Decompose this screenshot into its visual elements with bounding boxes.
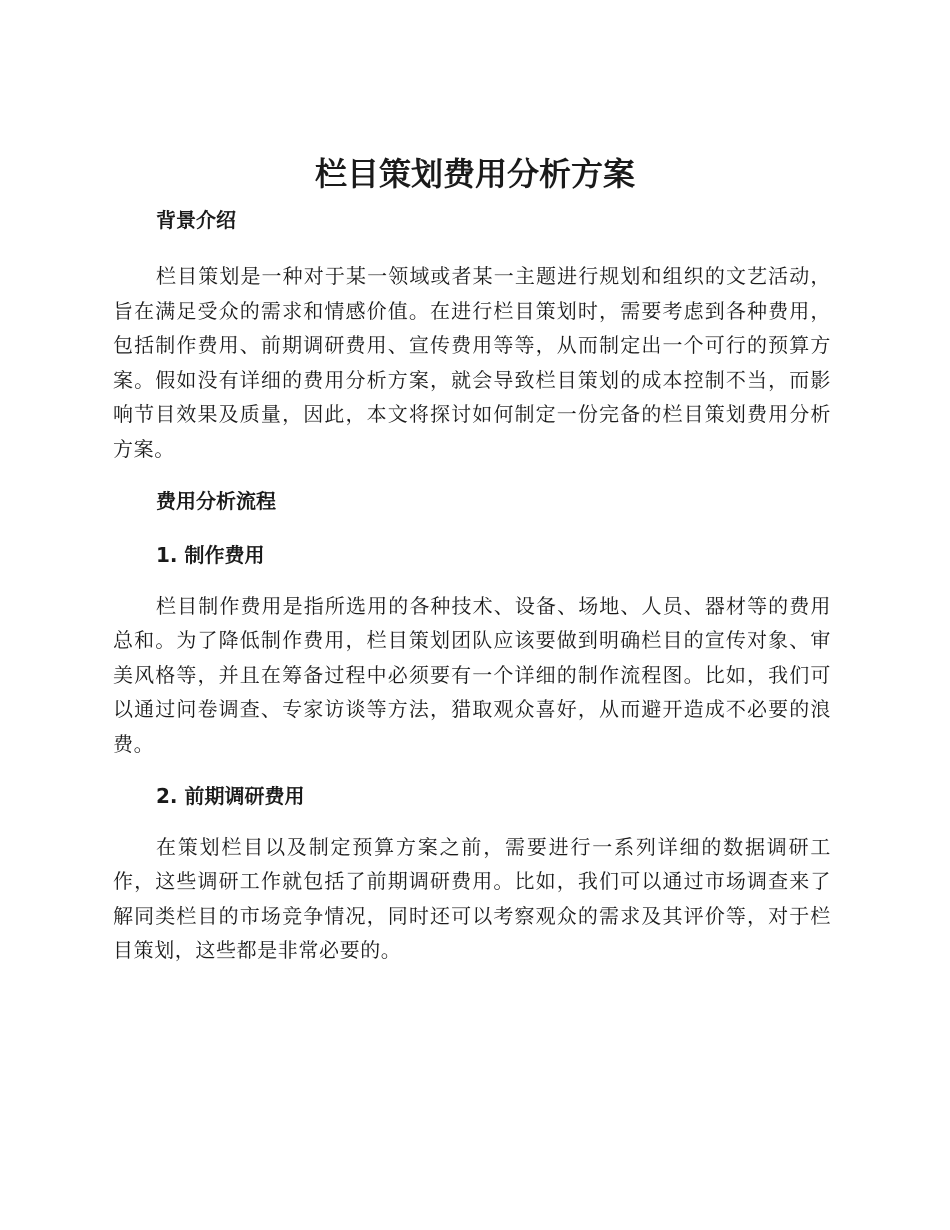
document-body (113, 200, 831, 968)
paragraph-production: 栏目制作费用是指所选用的各种技术、设备、场地、人员、器材等的费用总和。为了降低制作费用，栏目策划团队应该要做到明确栏目的宣传对象、审美风格等，并且在筹备过程中必须要有一个详细的制作流程图。比如，我们可以通过问卷调查、专家访谈等方法，猎取观众喜好，从而避开造成不必要的浪费。 (113, 593, 831, 756)
section-heading-process: 费用分析流程 (156, 488, 276, 513)
section-heading-background: 背景介绍 (156, 208, 236, 232)
section-heading-research: 2. 前期调研费用 (156, 783, 305, 808)
section-heading-production: 1. 制作费用 (156, 542, 265, 567)
paragraph-research: 在策划栏目以及制定预算方案之前，需要进行一系列详细的数据调研工作，这些调研工作就包括了前期调研费用。比如，我们可以通过市场调查来了解同类栏目的市场竞争情况，同时还可以考察观众的需求及其评价等，对于栏目策划，这些都是非常必要的。 (113, 834, 831, 963)
document-title: 栏目策划费用分析方案 (314, 155, 635, 193)
paragraph-background: 栏目策划是一种对于某一领域或者某一主题进行规划和组织的文艺活动，旨在满足受众的需求和情感价值。在进行栏目策划时，需要考虑到各种费用，包括制作费用、前期调研费用、宣传费用等等，从而制定出一个可行的预算方案。假如没有详细的费用分析方案，就会导致栏目策划的成本控制不当，而影响节目效果及质量，因此，本文将探讨如何制定一份完备的栏目策划费用分析方案。 (113, 264, 831, 461)
